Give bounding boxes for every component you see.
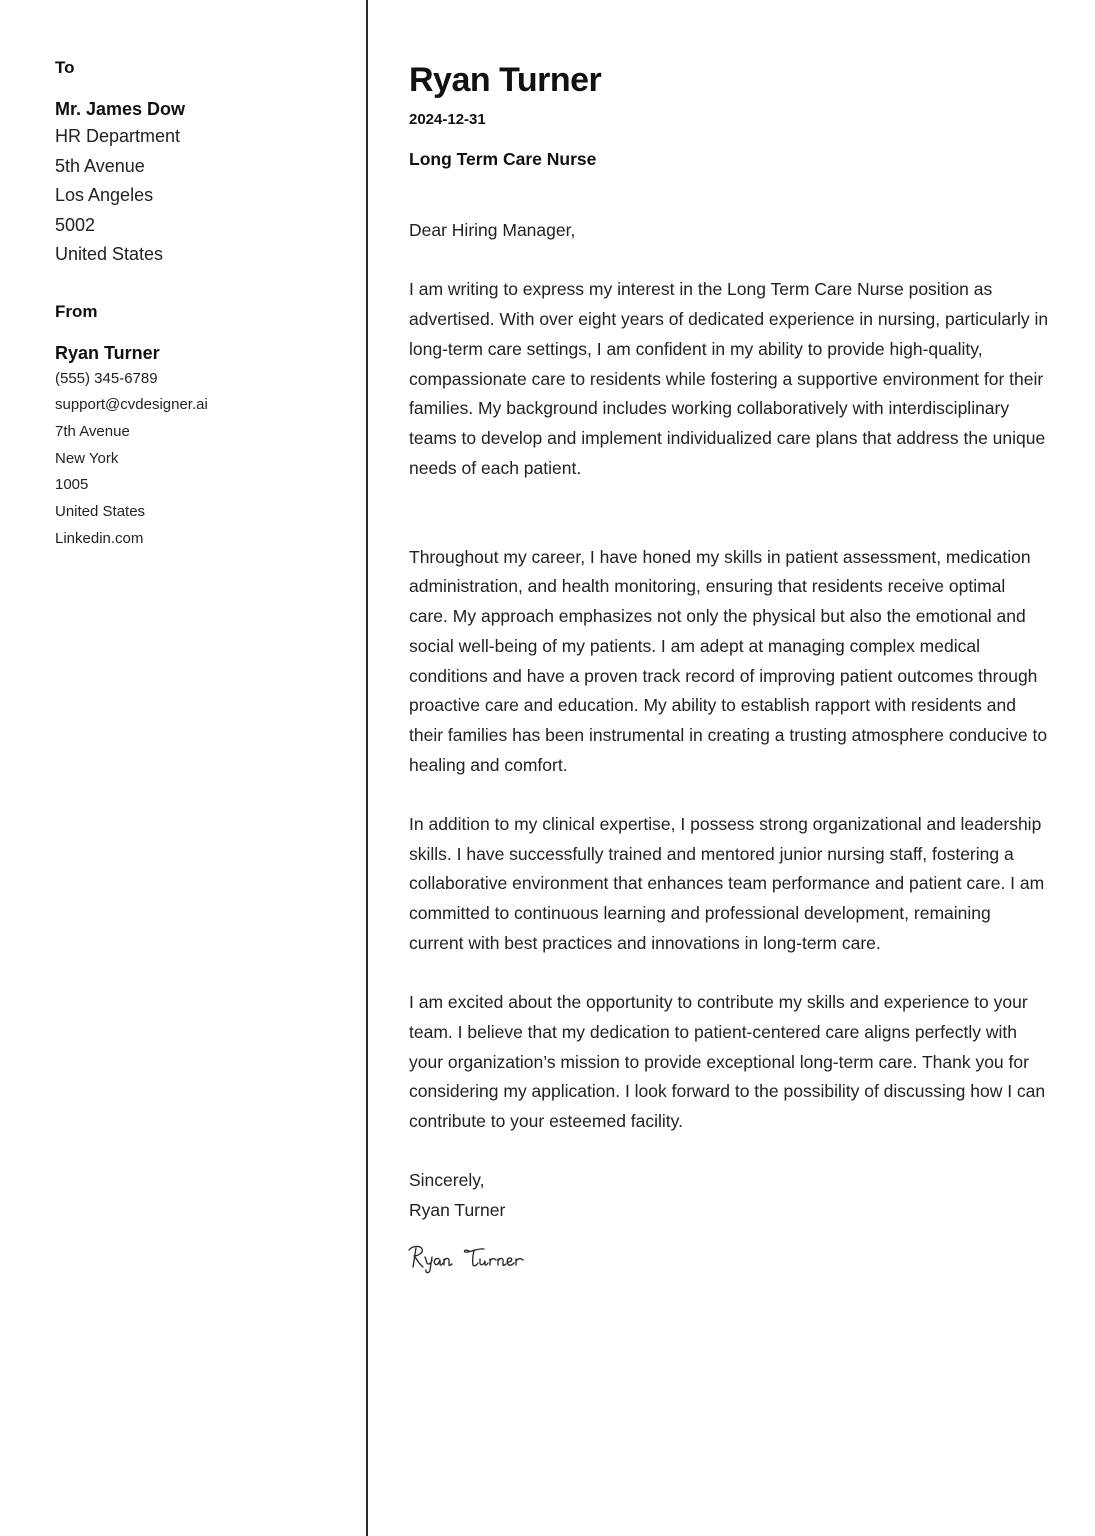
closing-name: Ryan Turner: [409, 1200, 506, 1221]
greeting: Dear Hiring Manager,: [409, 220, 576, 240]
sender-phone: (555) 345-6789: [55, 369, 158, 387]
recipient-city: Los Angeles: [55, 185, 154, 205]
sender-country: United States: [55, 503, 146, 521]
letter-date: 2024-12-31: [409, 111, 486, 128]
paragraph-1: I am writing to express my interest in the Long Term Care Nurse position as advertised. With over eight years of dedicated experience in nursing, particularly in long-term care settings, I am confident in my ability to provide high-quality, compassionate care to residents while fostering a supportive environment for their families. My background includes working collaboratively with interdisciplinary teams to develop and implement individualized care plans that address the unique needs of each patient.: [409, 279, 1049, 478]
paragraph-4: I am excited about the opportunity to contribute my skills and experience to your team. I believe that my dedication to patient-centered care aligns perfectly with your organization’s mission to provide exceptional long-term care. Thank you for considering my application. I look forward to the possibility of discussing how I can contribute to your esteemed facility.: [409, 992, 1046, 1132]
recipient-country: United States: [55, 244, 164, 264]
job-title: Long Term Care Nurse: [409, 149, 597, 169]
paragraph-3: In addition to my clinical expertise, I possess strong organizational and leadership skills. I have successfully trained and mentored junior nursing staff, fostering a collaborative environment that enhances team performance and patient care. I am committed to continuous learning and professional development, remaining current with best practices and innovations in long-term care.: [409, 814, 1045, 953]
closing: Sincerely,: [409, 1170, 485, 1191]
column-divider: [366, 0, 368, 1536]
sender-postal-code: 1005: [55, 476, 89, 494]
sender-name: Ryan Turner: [55, 342, 160, 363]
letter-body: [409, 58, 1049, 1281]
paragraph-2: Throughout my career, I have honed my skills in patient assessment, medication administration, and health monitoring, ensuring that residents receive optimal care. My approach emphasizes not only the physical but also the emotional and social well-being of my patients. I am adept at managing complex medical conditions and have a proven track record of improving patient outcomes through proactive care and education. My ability to establish rapport with residents and their families has been instrumental in creating a trusting atmosphere conducive to healing and comfort.: [409, 546, 1048, 775]
to-heading: To: [55, 58, 75, 77]
sender-street: 7th Avenue: [55, 422, 130, 440]
recipient-street: 5th Avenue: [55, 155, 145, 176]
recipient-department: HR Department: [55, 126, 181, 146]
signature-image: [406, 1240, 1049, 1281]
recipient-postal-code: 5002: [55, 214, 96, 235]
sender-city: New York: [55, 449, 119, 467]
sender-linkedin: Linkedin.com: [55, 529, 144, 547]
recipient-name: Mr. James Dow: [55, 99, 186, 119]
from-heading: From: [55, 301, 98, 321]
letter-title-name: Ryan Turner: [409, 61, 602, 99]
sender-email: support@cvdesigner.ai: [55, 396, 208, 414]
sidebar: [55, 56, 355, 552]
